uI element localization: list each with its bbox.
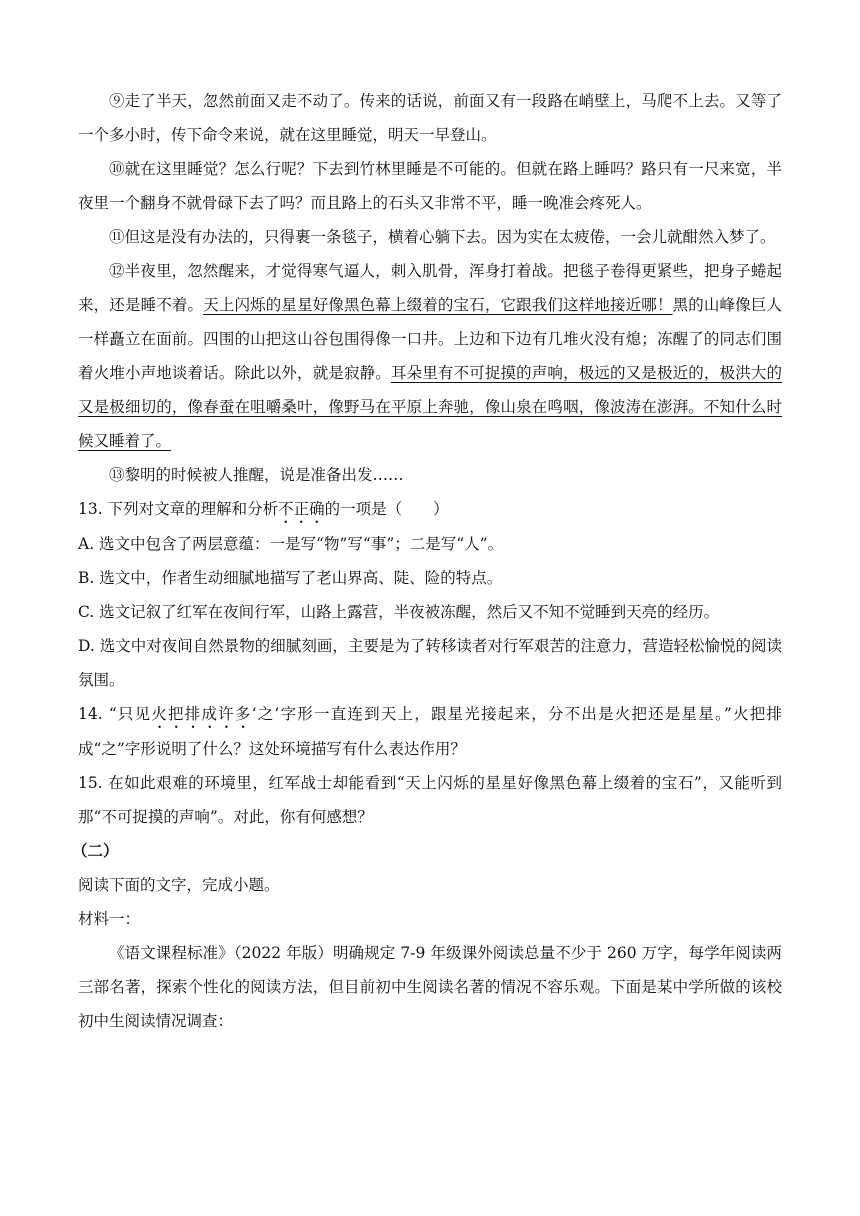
document-page [72,84,782,1038]
paragraph-9: ⑨走了半天，忽然前面又走不动了。传来的话说，前面又有一段路在峭壁上，马爬不上去。又等了一个多小时，传下命令来说，就在这里睡觉，明天一早登山。 [78,92,782,144]
paragraph-12 [78,254,782,458]
question-15: 15. 在如此艰难的环境里，红军战士却能看到“天上闪烁的星星好像黑色幕上缀着的宝石”，又能听到那“不可捉摸的声响”。对此，你有何感想？ [78,774,782,826]
paragraph-12-part-b: 黑的山峰像巨人一样矗立在面前。四围的山把这山谷包围得像一口井。上边和下边有几堆火没有熄；冻醒了的同志们围着火堆小声地谈着话。除此以外，就是寂静。 [78,296,782,382]
option-b: B. 选文中，作者生动细腻地描写了老山界高、陡、险的特点。 [78,569,503,587]
question-14-emphasis: 火把排成许多 [151,705,252,723]
material-label: 材料一： [78,910,141,928]
underlined-sentence-sounds: 耳朵里有不可捉摸的声响，极远的又是极近的，极洪大的又是极细切的，像春蚕在咀嚼桑叶，像野马在平原上奔驰，像山泉在鸣咽，像波涛在澎湃。不知什么时候又睡着了。 [78,364,782,450]
question-13-emphasis: 不正确 [278,500,325,518]
paragraph-11: ⑪但这是没有办法的，只得裹一条毯子，横着心躺下去。因为实在太疲倦，一会儿就酣然入梦了。 [109,228,776,246]
paragraph-13: ⑬黎明的时候被人推醒，说是准备出发…… [109,466,404,484]
question-13-stem: 13. 下列对文章的理解和分析 [78,500,279,518]
option-a: A. 选文中包含了两层意蕴：一是写“物”写“事”；二是写“人”。 [78,535,504,553]
material-text: 《语文课程标准》（2022 年版）明确规定 7-9 年级课外阅读总量不少于 260 万字，每学年阅读两三部名著，探索个性化的阅读方法，但目前初中生阅读名著的情况不容乐观。下面是某中学所做的该校初中生阅读情况调查： [78,944,782,1030]
question-13 [78,492,782,527]
section-heading: （二） [72,842,119,860]
option-c: C. 选文记叙了红军在夜间行军，山路上露营，半夜被冻醒，然后又不知不觉睡到天亮的经历。 [78,603,720,621]
option-d: D. 选文中对夜间自然景物的细腻刻画，主要是为了转移读者对行军艰苦的注意力，营造轻松愉悦的阅读氛围。 [78,637,782,689]
question-14-tail: ‘之’字形一直连到天上，跟星光接起来，分不出是火把还是星星。”火把排成“之”字形说明了什么？这处环境描写有什么表达作用？ [78,705,782,758]
paragraph-12-part-a: ⑫半夜里，忽然醒来，才觉得寒气逼人，刺入肌骨，浑身打着战。把毯子卷得更紧些，把身子蜷起来，还是睡不着。 [78,262,782,314]
section-instruction: 阅读下面的文字，完成小题。 [78,876,280,894]
question-13-tail: 的一项是（ ） [324,500,449,518]
question-14 [78,697,782,766]
paragraph-10: ⑩就在这里睡觉？怎么行呢？下去到竹林里睡是不可能的。但就在路上睡吗？路只有一尺来宽，半夜里一个翻身不就骨碌下去了吗？而且路上的石头又非常不平，睡一晚准会疼死人。 [78,160,782,212]
question-14-stem: 14. “只见 [78,705,152,723]
underlined-sentence-stars: 天上闪烁的星星好像黑色幕上缀着的宝石，它跟我们这样地接近哪！ [203,296,673,314]
